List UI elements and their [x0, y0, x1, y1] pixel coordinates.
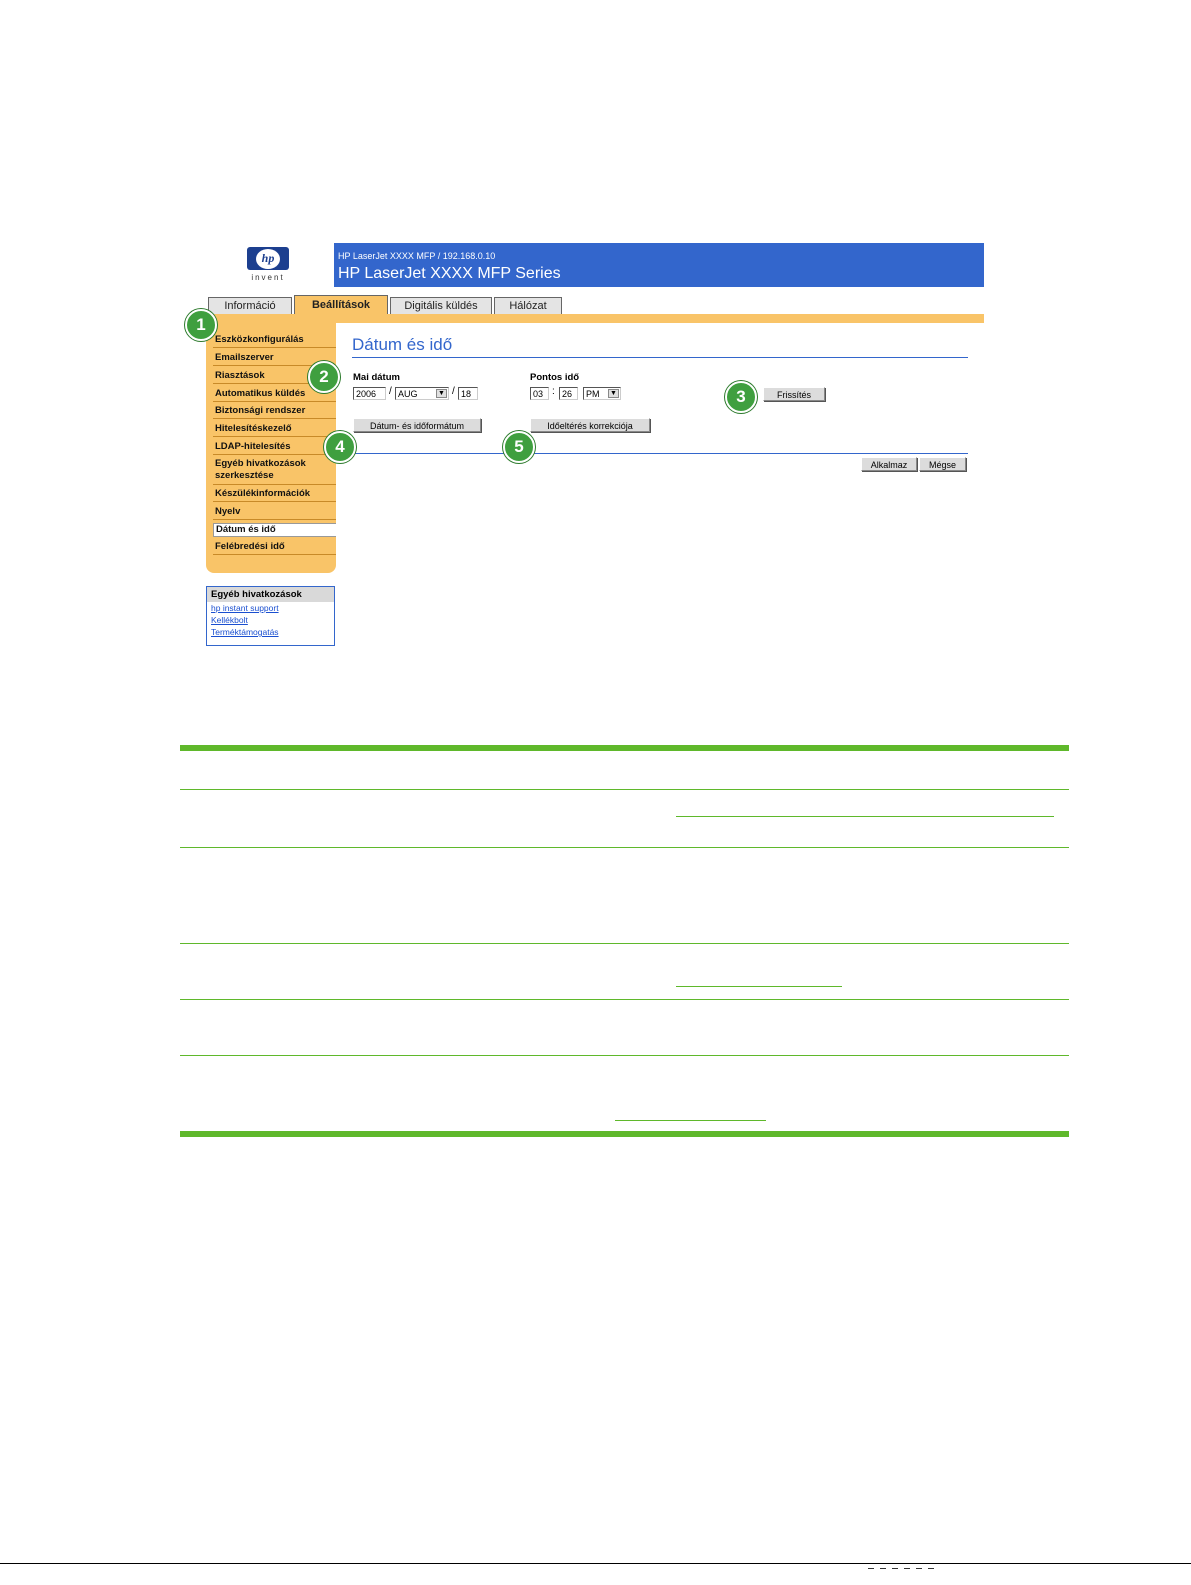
page-header	[334, 243, 984, 287]
device-path: HP LaserJet XXXX MFP / 192.168.0.10	[338, 251, 496, 261]
hp-logo	[247, 247, 289, 270]
time-offset-correction-button[interactable]: Időeltérés korrekciója	[530, 418, 650, 432]
link-hp-instant-support[interactable]: hp instant support	[211, 603, 279, 613]
link-underline	[615, 1120, 766, 1121]
callout-5: 5	[503, 431, 535, 463]
callout-2: 2	[308, 361, 340, 393]
table-top-rule	[180, 745, 1069, 751]
other-links-title: Egyéb hivatkozások	[207, 587, 334, 602]
footer-mark	[904, 1568, 910, 1569]
footer-mark	[868, 1568, 874, 1569]
footer-rule	[0, 1563, 1191, 1564]
chevron-down-icon[interactable]: ▼	[436, 389, 447, 398]
device-title: HP LaserJet XXXX MFP Series	[338, 265, 561, 282]
callout-1: 1	[185, 309, 217, 341]
link-underline	[676, 816, 1054, 817]
hp-logo-tagline: invent	[251, 273, 285, 282]
callout-4: 4	[324, 431, 356, 463]
footer-mark	[916, 1568, 922, 1569]
link-underline	[676, 986, 842, 987]
minute-input[interactable]: 26	[559, 387, 578, 400]
table-row-divider	[180, 943, 1069, 944]
actions-divider	[352, 453, 968, 454]
sidebar-item-eszkozkonfiguralas[interactable]: Eszközkonfigurálás	[213, 334, 340, 348]
ampm-value: PM	[586, 389, 600, 399]
hp-logo-mark: hp	[256, 249, 280, 269]
table-row-divider	[180, 847, 1069, 848]
sidebar-item-ldap-hitelesites[interactable]: LDAP-hitelesítés	[213, 441, 340, 455]
sidebar-item-keszulekinformaciok[interactable]: Készülékinformációk	[213, 488, 340, 502]
time-label: Pontos idő	[530, 372, 580, 383]
tab-digitalis-kuldes[interactable]: Digitális küldés	[390, 297, 492, 314]
content-panel	[336, 323, 984, 573]
day-input[interactable]: 18	[458, 387, 478, 400]
footer-mark	[892, 1568, 898, 1569]
sidebar-nav	[206, 317, 336, 573]
month-select[interactable]	[395, 387, 449, 400]
sidebar-item-nyelv[interactable]: Nyelv	[213, 506, 340, 520]
hour-input[interactable]: 03	[530, 387, 549, 400]
table-row-divider	[180, 1055, 1069, 1056]
sidebar-item-biztonsagi-rendszer[interactable]: Biztonsági rendszer	[213, 405, 340, 419]
sidebar-item-emailszerver[interactable]: Emailszerver	[213, 352, 340, 366]
tab-beallitasok[interactable]: Beállítások	[294, 295, 388, 315]
sidebar-item-riasztasok[interactable]: Riasztások	[213, 370, 340, 384]
table-bottom-rule	[180, 1131, 1069, 1137]
date-time-format-button[interactable]: Dátum- és időformátum	[353, 418, 481, 432]
link-termektamogatas[interactable]: Terméktámogatás	[211, 627, 279, 637]
apply-button[interactable]: Alkalmaz	[861, 457, 917, 471]
sidebar-item-felebredesi-ido[interactable]: Felébredési idő	[213, 541, 340, 555]
refresh-button[interactable]: Frissítés	[763, 387, 825, 401]
link-kellekbolt[interactable]: Kellékbolt	[211, 615, 248, 625]
date-label: Mai dátum	[353, 372, 400, 383]
table-row-divider	[180, 999, 1069, 1000]
title-divider	[352, 357, 968, 358]
sidebar-item-egyeb-hivatkozasok[interactable]: Egyéb hivatkozások szerkesztése	[213, 458, 340, 485]
page-title: Dátum és idő	[352, 335, 453, 354]
chevron-down-icon[interactable]: ▼	[608, 389, 619, 398]
date-separator: /	[452, 386, 455, 397]
table-row-divider	[180, 789, 1069, 790]
cancel-button[interactable]: Mégse	[919, 457, 966, 471]
sidebar-item-hitelesiteskezelo[interactable]: Hitelesítéskezelő	[213, 423, 340, 437]
sidebar-item-automatikus-kuldes[interactable]: Automatikus küldés	[213, 388, 340, 402]
footer-mark	[928, 1568, 934, 1569]
tab-halozat[interactable]: Hálózat	[494, 297, 562, 314]
time-separator: :	[552, 386, 555, 397]
footer-mark	[880, 1568, 886, 1569]
date-separator: /	[389, 386, 392, 397]
year-input[interactable]: 2006	[353, 387, 386, 400]
month-value: AUG	[398, 389, 418, 399]
sidebar-item-datum-es-ido[interactable]: Dátum és idő	[213, 523, 340, 537]
tab-informacio[interactable]: Információ	[208, 297, 292, 314]
ampm-select[interactable]	[583, 387, 621, 400]
callout-3: 3	[725, 381, 757, 413]
other-links-panel	[206, 586, 335, 646]
